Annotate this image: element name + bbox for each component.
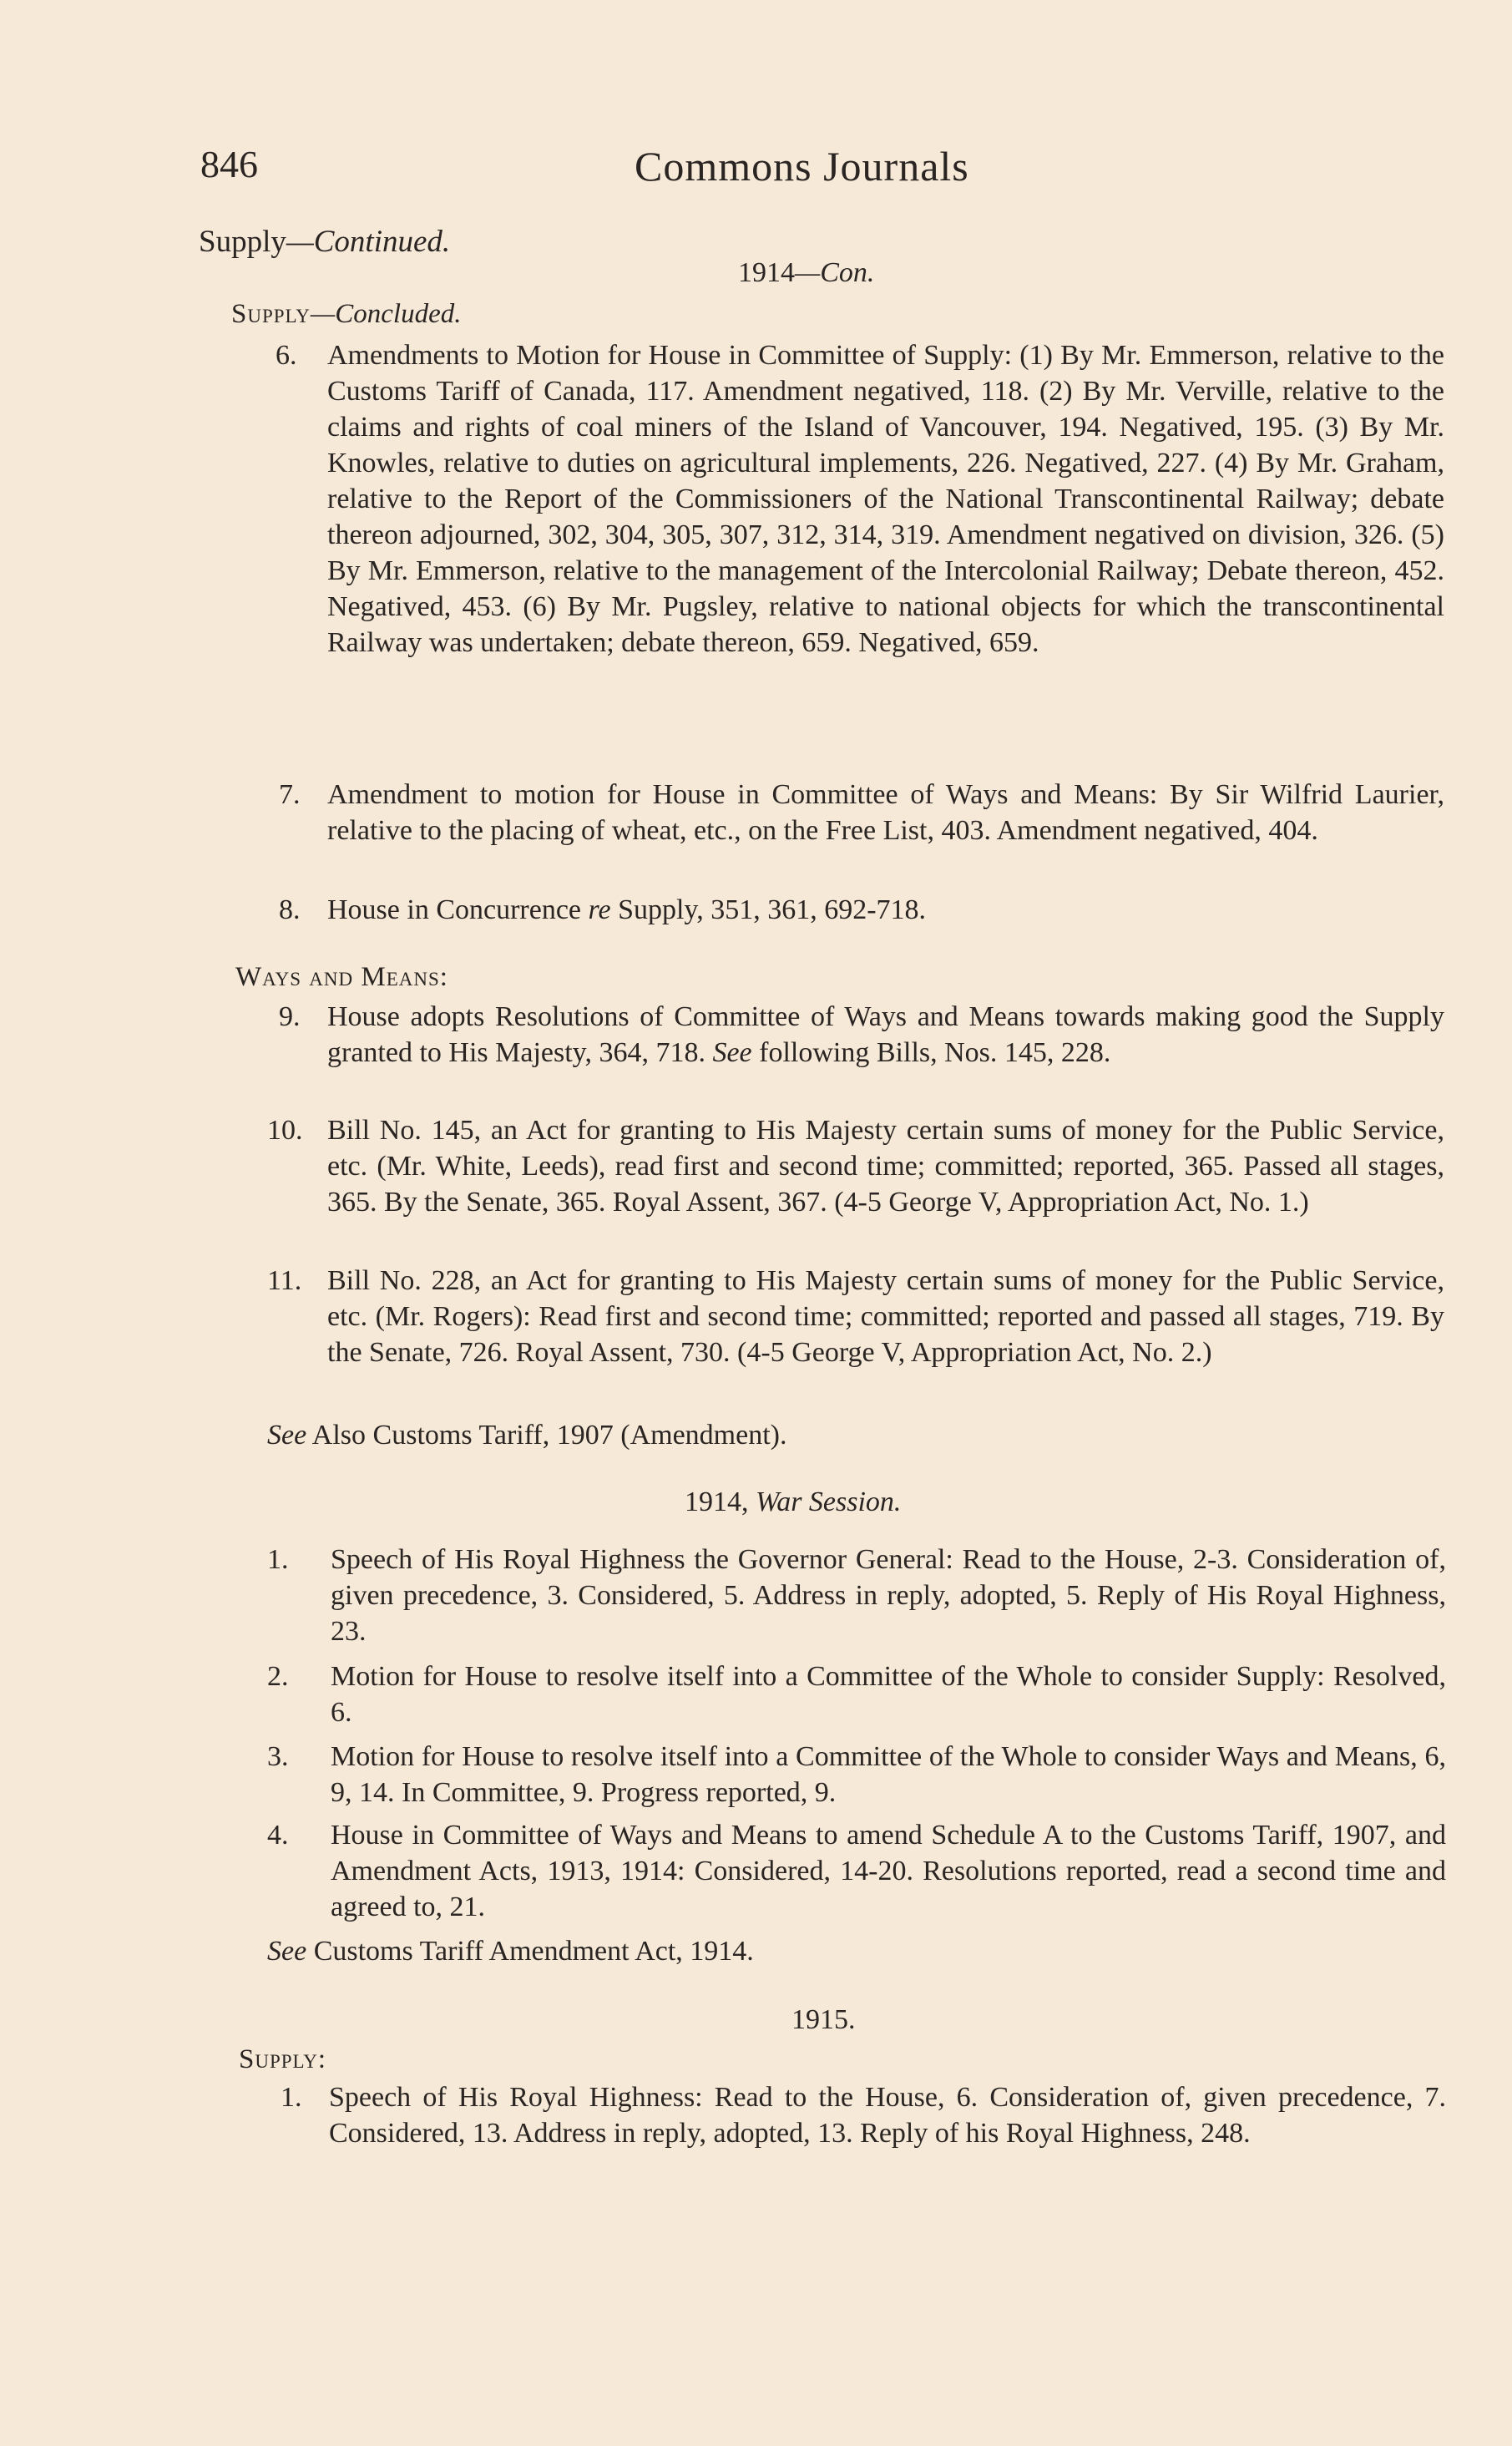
supply-concluded-heading bbox=[231, 299, 461, 330]
section-continued: —Continued. bbox=[286, 225, 451, 259]
list-item bbox=[267, 1263, 1444, 1370]
item-text: Motion for House to resolve itself into a Committee of the Whole to consider Ways and Means, 6, 9, 14. In Committee, 9. Progress reported, 9. bbox=[331, 1741, 1446, 1808]
item-text: Amendment to motion for House in Committee of Ways and Means: By Sir Wilfrid Laurier, relative to the placing of wheat, etc., on the Free List, 403. Amendment negatived, 404. bbox=[327, 779, 1444, 846]
item-text: Bill No. 228, an Act for granting to His Majesty certain sums of money for the Public Service, etc. (Mr. Rogers): Read first and second time; committed; reported and passed all stages, 719. By the Senate, 726. Royal Assent, 730. (4-5 George V, Appropriation Act, No. 2.) bbox=[327, 1265, 1444, 1368]
list-item bbox=[267, 1817, 1446, 1925]
see-line bbox=[267, 1936, 754, 1967]
item-text-b: following Bills, Nos. 145, 228. bbox=[751, 1037, 1111, 1068]
item-number: 3. bbox=[267, 1741, 289, 1772]
year-heading-1915: 1915. bbox=[791, 2004, 856, 2035]
item-number: 11. bbox=[267, 1265, 302, 1296]
war-session-heading bbox=[685, 1486, 901, 1518]
see-also-line bbox=[267, 1420, 786, 1451]
section-main: Supply bbox=[199, 225, 286, 259]
item-text-a: House adopts Resolutions of Committee of Ways and Means towards making good the Supply granted to His Majesty, 364, 718. bbox=[327, 1001, 1444, 1068]
item-text: Bill No. 145, an Act for granting to His Majesty certain sums of money for the Public Service, etc. (Mr. White, Leeds), read first and second time; committed; reported, 365. Passed all stages, 365. By the Senate, 365. Royal Assent, 367. (4-5 George V, Appropriation Act, No. 1.) bbox=[327, 1115, 1444, 1218]
see-word: See bbox=[267, 1936, 307, 1967]
page-number: 846 bbox=[200, 143, 258, 185]
item-number: 4. bbox=[267, 1820, 289, 1851]
war-session-year: 1914, bbox=[685, 1486, 756, 1517]
item-text-a: House in Concurrence bbox=[327, 894, 589, 925]
item-number: 2. bbox=[267, 1661, 289, 1692]
list-item bbox=[267, 1542, 1446, 1649]
see-also-text: Also Customs Tariff, 1907 (Amendment). bbox=[306, 1420, 787, 1451]
item-number: 10. bbox=[267, 1115, 303, 1146]
supply-label: Supply bbox=[231, 299, 311, 329]
item-number: 1. bbox=[267, 1544, 289, 1575]
war-session-label: War Session. bbox=[756, 1486, 902, 1517]
item-text bbox=[327, 999, 1444, 1071]
ways-and-means-heading: Ways and Means: bbox=[235, 962, 448, 992]
item-text-see: See bbox=[712, 1037, 752, 1068]
item-number: 8. bbox=[279, 894, 301, 925]
list-item bbox=[279, 999, 1444, 1071]
list-item bbox=[279, 777, 1444, 848]
item-text: Speech of His Royal Highness the Governor General: Read to the House, 2-3. Consideration of, given precedence, 3. Considered, 5. Address in reply, adopted, 5. Reply of His Royal Highness, 23. bbox=[331, 1544, 1446, 1647]
item-number: 6. bbox=[276, 340, 297, 371]
section-heading bbox=[199, 224, 450, 260]
list-item bbox=[267, 1659, 1446, 1730]
item-text-b: Supply, 351, 361, 692-718. bbox=[610, 894, 927, 925]
see-word: See bbox=[267, 1420, 307, 1451]
see-text: Customs Tariff Amendment Act, 1914. bbox=[306, 1936, 754, 1967]
item-text: Speech of His Royal Highness: Read to the House, 6. Consideration of, given precedence, 7. Considered, 13. Address in reply, adopted, 13. Reply of his Royal Highness, 248. bbox=[329, 2082, 1446, 2149]
item-number: 9. bbox=[279, 1001, 301, 1032]
list-item bbox=[279, 892, 1444, 928]
item-text: House in Committee of Ways and Means to amend Schedule A to the Customs Tariff, 1907, and Amendment Acts, 1913, 1914: Considered, 14-20. Resolutions reported, read a second time and agreed to, 21. bbox=[331, 1820, 1446, 1922]
item-number: 7. bbox=[279, 779, 301, 810]
year-con: —Con. bbox=[795, 257, 875, 288]
list-item bbox=[267, 1739, 1446, 1810]
item-text bbox=[327, 892, 1444, 928]
concluded-label: —Concluded. bbox=[310, 299, 462, 329]
supply-1915-heading: Supply: bbox=[239, 2044, 327, 2074]
item-text-re: re bbox=[588, 894, 611, 925]
list-item bbox=[267, 1112, 1444, 1220]
item-number: 1. bbox=[281, 2082, 302, 2113]
year-heading-1914-con bbox=[738, 257, 874, 289]
list-item bbox=[281, 2079, 1446, 2151]
item-text: Motion for House to resolve itself into a Committee of the Whole to consider Supply: Resolved, 6. bbox=[331, 1661, 1446, 1728]
item-text: Amendments to Motion for House in Committee of Supply: (1) By Mr. Emmerson, relative to the Customs Tariff of Canada, 117. Amendment negatived, 118. (2) By Mr. Verville, relative to the claims and rights of coal miners of the Island of Vancouver, 194. Negatived, 195. (3) By Mr. Knowles, relative to duties on agricultural implements, 226. Negatived, 227. (4) By Mr. Graham, relative to the Report of the Commissioners of the National Transcontinental Railway; debate thereon adjourned, 302, 304, 305, 307, 312, 314, 319. Amendment negatived on division, 326. (5) By Mr. Emmerson, relative to the management of the Intercolonial Railway; Debate thereon, 452. Negatived, 453. (6) By Mr. Pugsley, relative to national objects for which the transcontinental Railway was undertaken; debate thereon, 659. Negatived, 659. bbox=[327, 340, 1444, 658]
list-item bbox=[276, 337, 1444, 661]
running-title: Commons Journals bbox=[635, 143, 969, 190]
year-1914: 1914 bbox=[738, 257, 795, 288]
